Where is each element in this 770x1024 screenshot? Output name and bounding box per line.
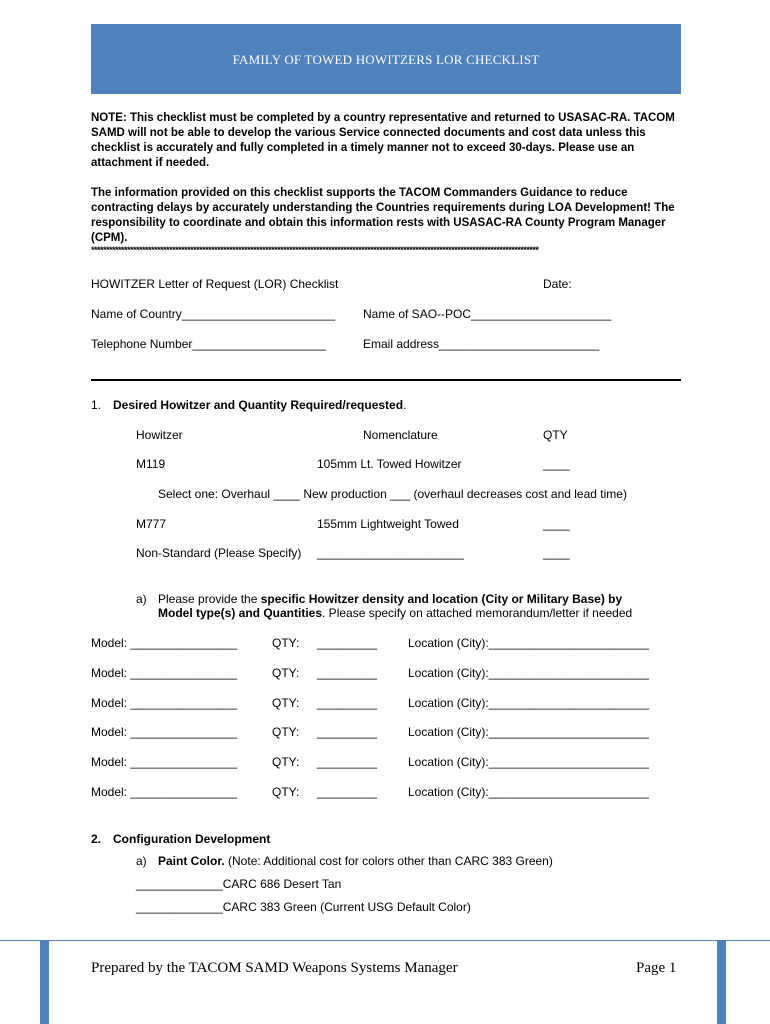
qty-label: QTY: <box>272 725 300 739</box>
sub-a-bold1: specific Howitzer density and location (City or Military Base) by <box>260 592 623 606</box>
location-field[interactable]: Location (City):________________________ <box>408 666 649 680</box>
country-field[interactable]: Name of Country_______________________ <box>91 307 336 321</box>
location-field[interactable]: Location (City):________________________ <box>408 725 649 739</box>
section1-number: 1. <box>91 398 102 412</box>
document-title: FAMILY OF TOWED HOWITZERS LOR CHECKLIST <box>232 52 540 67</box>
section1-heading-suffix: . <box>403 398 407 412</box>
paint-color-label: Paint Color. <box>158 854 225 868</box>
nomenclature-m119: 105mm Lt. Towed Howitzer <box>317 457 462 471</box>
checklist-title: HOWITZER Letter of Request (LOR) Checklist <box>91 277 339 291</box>
qty-field[interactable]: _________ <box>317 696 378 710</box>
nonstandard-qty[interactable]: ____ <box>543 546 570 560</box>
qty-label: QTY: <box>272 666 300 680</box>
qty-label: QTY: <box>272 785 300 799</box>
model-field[interactable]: Model: ________________ <box>91 725 238 739</box>
model-field[interactable]: Model: ________________ <box>91 696 238 710</box>
col-howitzer: Howitzer <box>136 428 183 442</box>
section2-heading: Configuration Development <box>113 832 271 846</box>
model-field[interactable]: Model: ________________ <box>91 666 238 680</box>
col-qty: QTY <box>543 428 568 442</box>
star-separator: ***************************************************************************************************************************************************** <box>91 245 539 255</box>
date-label: Date: <box>543 277 572 291</box>
section1-sub-a-label: a) <box>136 592 147 606</box>
footer-page-number: Page 1 <box>636 960 677 976</box>
paint-color-note: (Note: Additional cost for colors other than CARC 383 Green) <box>224 854 553 868</box>
col-nomenclature: Nomenclature <box>363 428 438 442</box>
section1-heading <box>113 398 406 412</box>
nonstandard-label: Non-Standard (Please Specify) <box>136 546 302 560</box>
footer-prepared-by: Prepared by the TACOM SAMD Weapons Systems Manager <box>91 960 458 976</box>
telephone-field[interactable]: Telephone Number____________________ <box>91 337 326 351</box>
footer-right-bar <box>717 940 726 1024</box>
qty-m777[interactable]: ____ <box>543 517 570 531</box>
paint-option-green[interactable]: _____________CARC 383 Green (Current USG Default Color) <box>136 900 471 914</box>
footer-left-bar <box>40 940 49 1024</box>
howitzer-m119: M119 <box>136 457 166 471</box>
howitzer-m777: M777 <box>136 517 167 531</box>
section2-number: 2. <box>91 832 102 846</box>
section1-heading-text: Desired Howitzer and Quantity Required/requested <box>113 398 404 412</box>
sub-a-post: . Please specify on attached memorandum/letter if needed <box>322 606 633 620</box>
sao-poc-field[interactable]: Name of SAO--POC_____________________ <box>363 307 612 321</box>
paint-color-line <box>158 854 553 868</box>
qty-label: QTY: <box>272 636 300 650</box>
model-field[interactable]: Model: ________________ <box>91 636 238 650</box>
title-banner <box>91 24 681 94</box>
info-paragraph: The information provided on this checklist supports the TACOM Commanders Guidance to reduce contracting delays by accurately understanding the Countries requirements during LOA Development! The responsibility to coordinate and obtain this information rests with USASAC-RA County Program Manager (CPM). <box>91 187 675 244</box>
sub-a-pre: Please provide the <box>158 592 261 606</box>
section-divider <box>91 379 681 381</box>
qty-field[interactable]: _________ <box>317 636 378 650</box>
qty-label: QTY: <box>272 696 300 710</box>
sub-a-bold2: Model type(s) and Quantities <box>158 606 323 620</box>
section1-sub-a-line1 <box>158 592 622 606</box>
email-field[interactable]: Email address________________________ <box>363 337 600 351</box>
footer-rule <box>0 940 770 941</box>
select-one-line[interactable]: Select one: Overhaul ____ New production ___ (overhaul decreases cost and lead time) <box>158 487 627 501</box>
model-field[interactable]: Model: ________________ <box>91 755 238 769</box>
location-field[interactable]: Location (City):________________________ <box>408 785 649 799</box>
location-field[interactable]: Location (City):________________________ <box>408 636 649 650</box>
qty-m119[interactable]: ____ <box>543 457 570 471</box>
qty-label: QTY: <box>272 755 300 769</box>
model-field[interactable]: Model: ________________ <box>91 785 238 799</box>
nonstandard-field[interactable]: ______________________ <box>317 546 464 560</box>
location-field[interactable]: Location (City):________________________ <box>408 696 649 710</box>
location-field[interactable]: Location (City):________________________ <box>408 755 649 769</box>
section1-sub-a-line2 <box>158 606 632 620</box>
qty-field[interactable]: _________ <box>317 755 378 769</box>
section2-sub-a-label: a) <box>136 854 147 868</box>
nomenclature-m777: 155mm Lightweight Towed <box>317 517 459 531</box>
qty-field[interactable]: _________ <box>317 725 378 739</box>
paint-option-desert-tan[interactable]: _____________CARC 686 Desert Tan <box>136 877 342 891</box>
note-paragraph: NOTE: This checklist must be completed by a country representative and returned to USASAC-RA. TACOM SAMD will not be able to develop the various Service connected documents and cost data unless this checklist is accurately and fully completed in a timely manner not to exceed 30-days. Please use an attachment if needed. <box>91 112 675 169</box>
qty-field[interactable]: _________ <box>317 666 378 680</box>
qty-field[interactable]: _________ <box>317 785 378 799</box>
